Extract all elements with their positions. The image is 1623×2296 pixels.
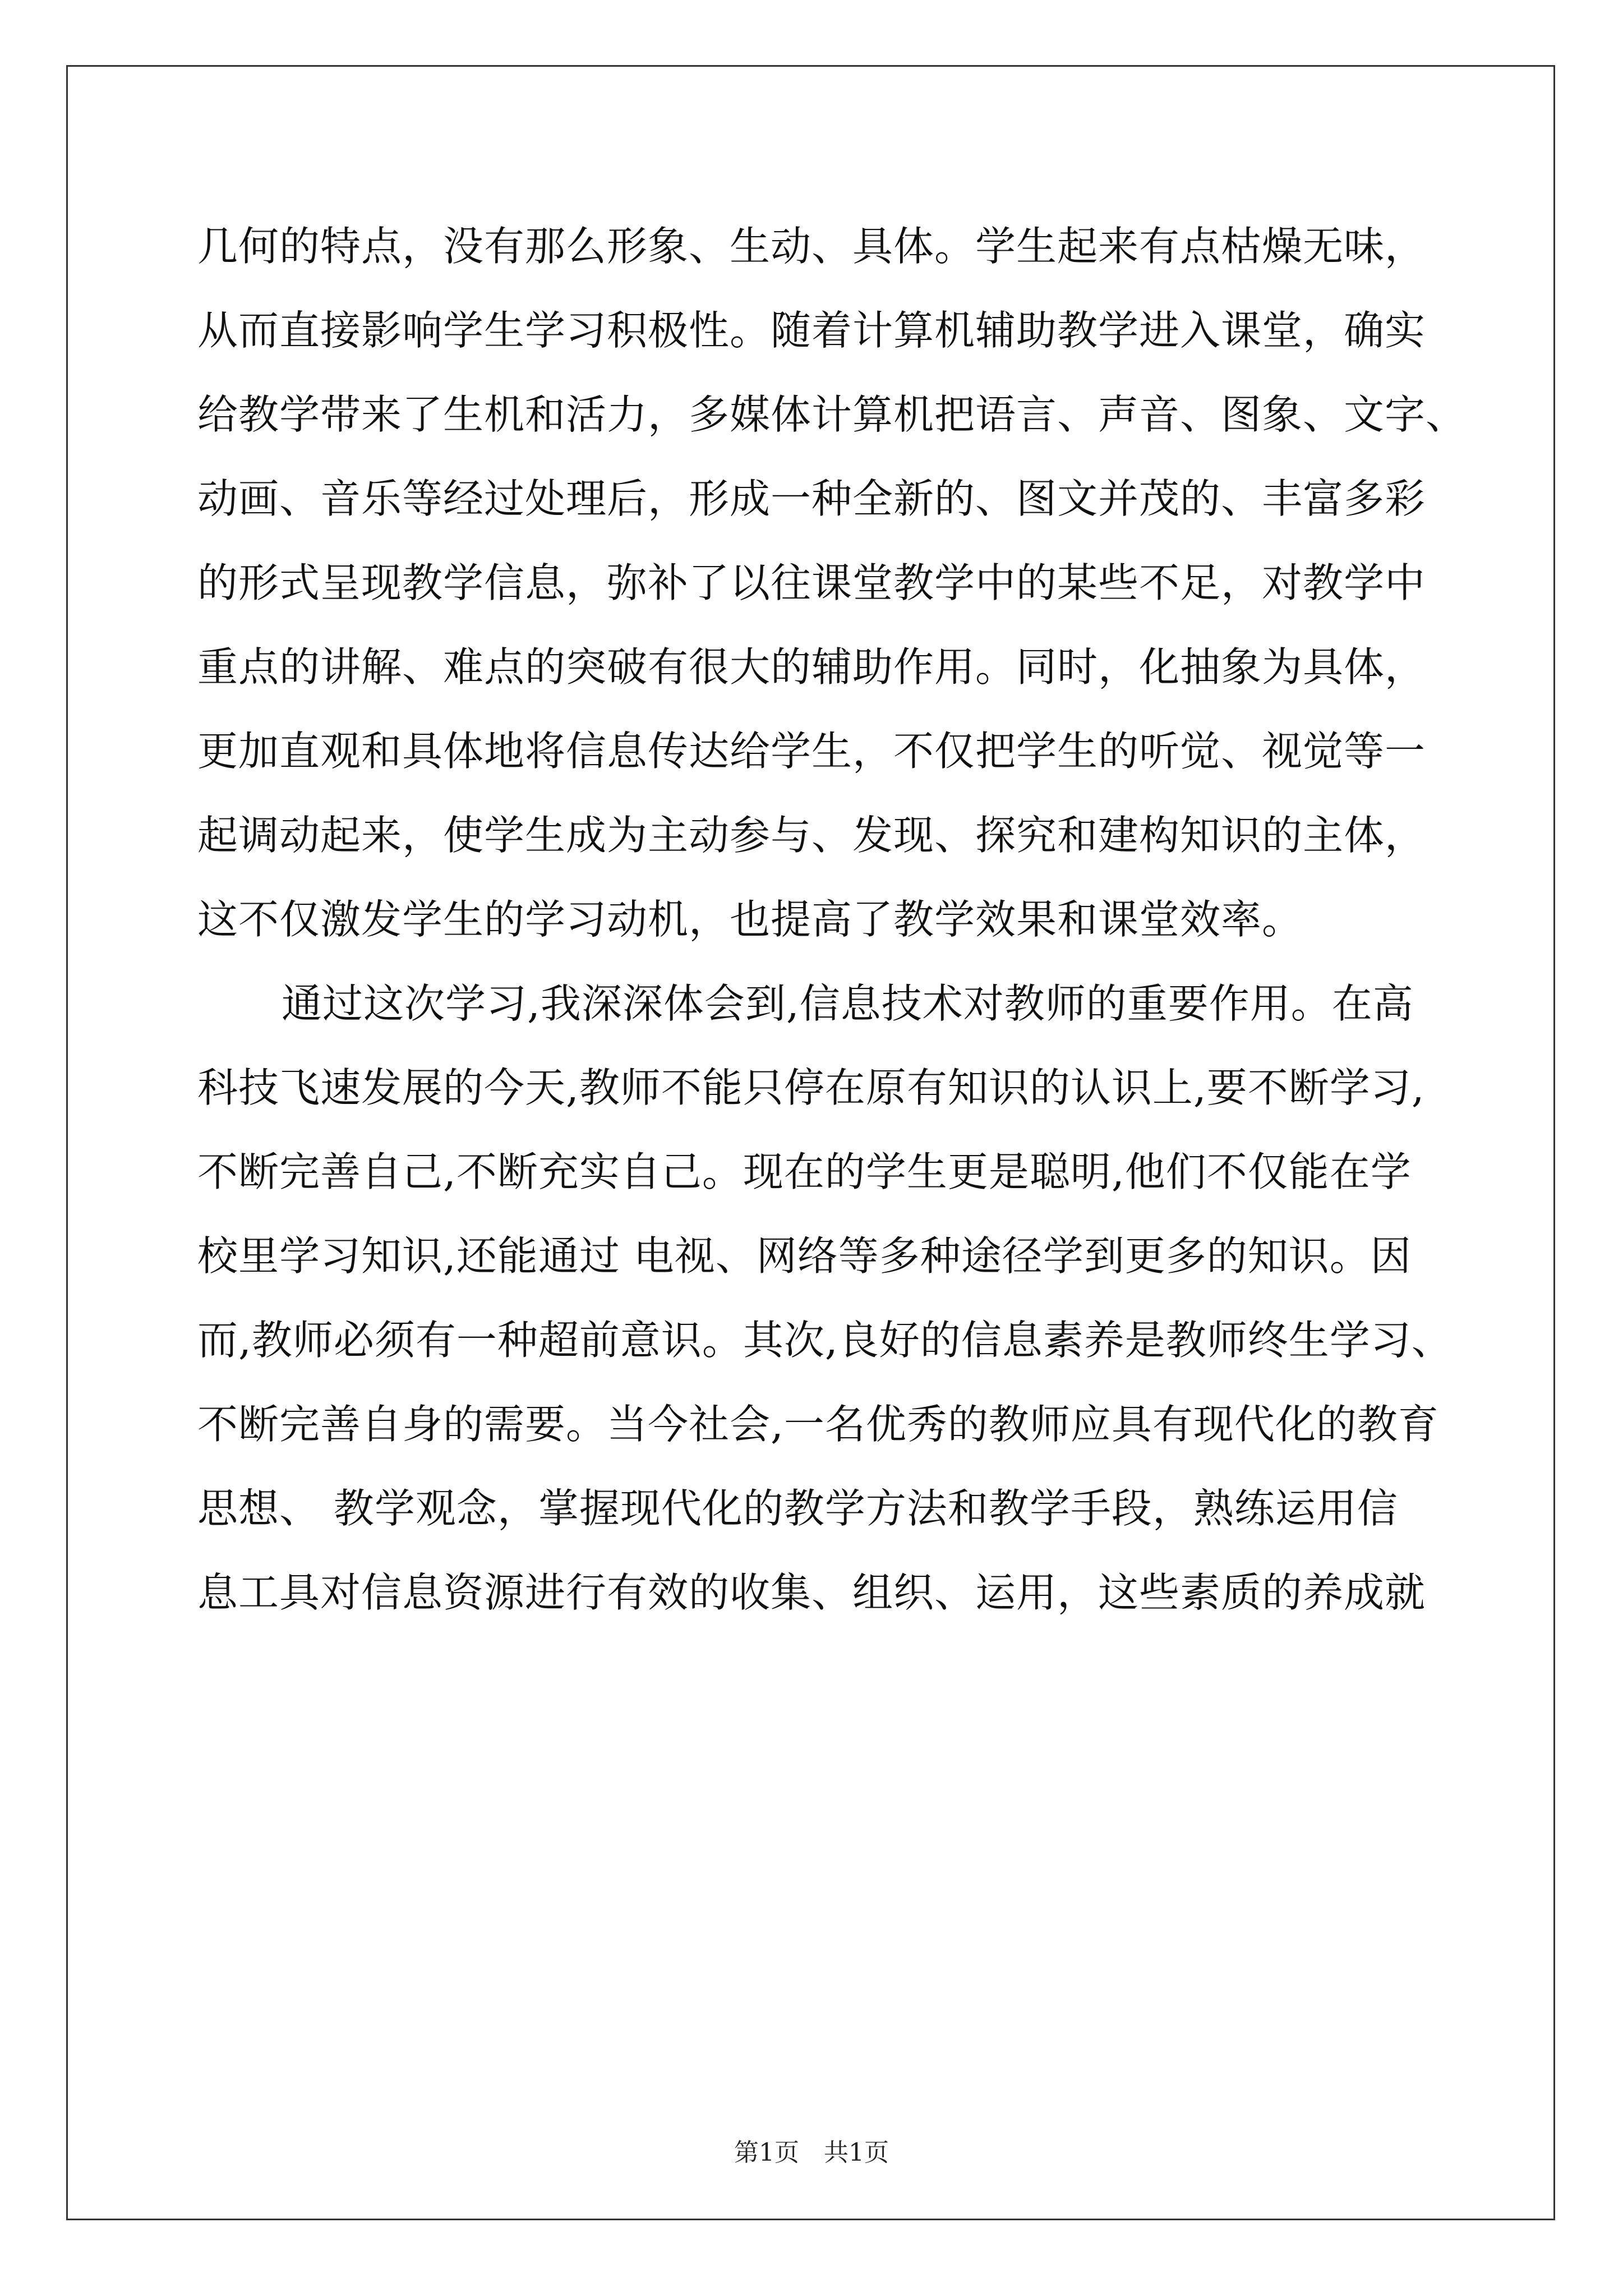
text-line-9: 这不仅激发学生的学习动机，也提高了教学效果和课堂效率。 — [197, 896, 1303, 943]
text-line-12: 不断完善自己,不断充实自己。现在的学生更是聪明,他们不仅能在学 — [197, 1148, 1412, 1195]
text-line-1: 几何的特点，没有那么形象、生动、具体。学生起来有点枯燥无味， — [197, 223, 1426, 270]
text-line-15: 不断完善自身的需要。当今社会,一名优秀的教师应具有现代化的教育 — [197, 1401, 1439, 1448]
text-line-14: 而,教师必须有一种超前意识。其次,良好的信息素养是教师终生学习、 — [197, 1317, 1453, 1364]
text-line-13: 校里学习知识,还能通过 电视、网络等多种途径学到更多的知识。因 — [197, 1232, 1412, 1280]
document-body — [197, 204, 1465, 1635]
paragraph-2-first-line: 通过这次学习,我深深体会到,信息技术对教师的重要作用。在高 — [282, 980, 1414, 1027]
text-line-8: 起调动起来，使学生成为主动参与、发现、探究和建构知识的主体， — [197, 812, 1426, 859]
text-line-16: 思想、 教学观念，掌握现代化的教学方法和教学手段，熟练运用信 — [197, 1485, 1398, 1532]
text-line-11: 科技飞速发展的今天,教师不能只停在原有知识的认识上,要不断学习, — [197, 1064, 1425, 1111]
text-line-17: 息工具对信息资源进行有效的收集、组织、运用，这些素质的养成就 — [197, 1569, 1426, 1616]
text-line-6: 重点的讲解、难点的突破有很大的辅助作用。同时，化抽象为具体， — [197, 643, 1426, 691]
text-line-2: 从而直接影响学生学习积极性。随着计算机辅助教学进入课堂，确实 — [197, 307, 1426, 354]
text-line-5: 的形式呈现教学信息，弥补了以往课堂教学中的某些不足，对教学中 — [197, 559, 1426, 606]
page-number-footer: 第1页 共1页 — [734, 2138, 889, 2167]
text-line-4: 动画、音乐等经过处理后，形成一种全新的、图文并茂的、丰富多彩 — [197, 475, 1426, 522]
text-line-3: 给教学带来了生机和活力，多媒体计算机把语言、声音、图象、文字、 — [197, 391, 1467, 438]
text-line-7: 更加直观和具体地将信息传达给学生，不仅把学生的听觉、视觉等一 — [197, 728, 1426, 775]
